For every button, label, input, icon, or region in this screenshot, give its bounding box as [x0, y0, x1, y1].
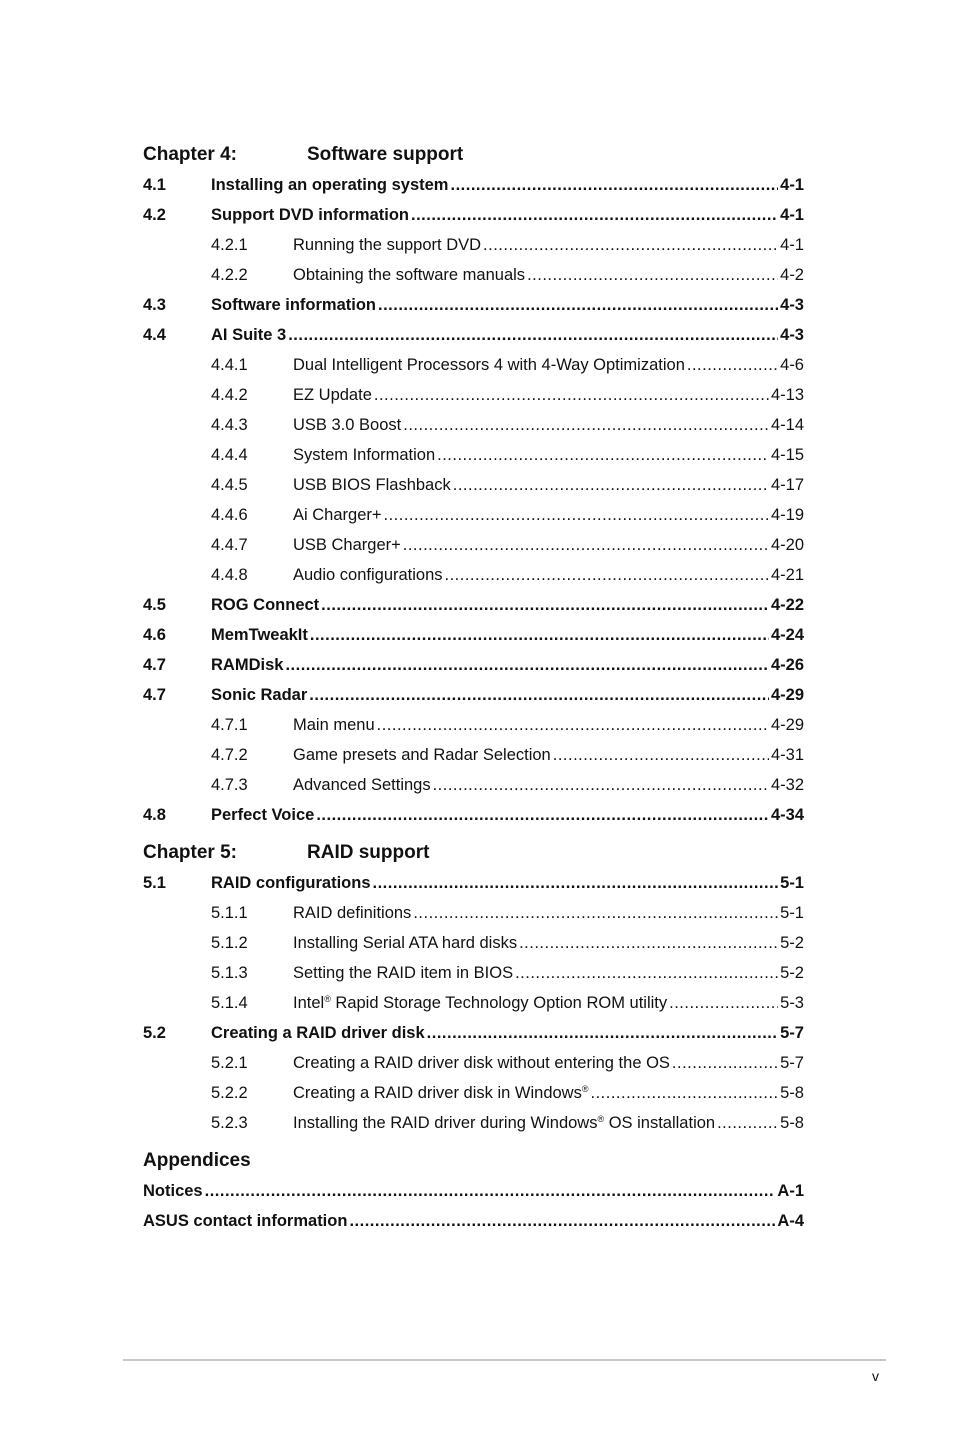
- toc-entry[interactable]: [143, 170, 804, 200]
- section-title: Game presets and Radar Selection: [293, 746, 551, 764]
- chapter-4-heading: [143, 140, 804, 170]
- section-title: Sonic Radar: [211, 686, 308, 704]
- section-title: MemTweakIt: [211, 626, 308, 644]
- page-ref: A-4: [777, 1212, 804, 1230]
- page-ref: 5-1: [780, 874, 804, 892]
- dot-leader: [310, 620, 769, 650]
- toc-subentry[interactable]: [143, 260, 804, 290]
- page-ref: 4-26: [770, 656, 804, 674]
- toc-entry[interactable]: [143, 1206, 804, 1236]
- section-title: Software information: [211, 296, 377, 314]
- toc-subentry[interactable]: [143, 710, 804, 740]
- footer-divider: [123, 1359, 886, 1361]
- dot-leader: [669, 988, 778, 1018]
- page-ref: 4-31: [770, 746, 804, 764]
- section-number: 4.4.1: [211, 356, 248, 374]
- page-ref: 5-2: [780, 964, 804, 982]
- page-ref: 4-19: [770, 506, 804, 524]
- toc-entry[interactable]: [143, 320, 804, 350]
- page-ref: 4-29: [770, 716, 804, 734]
- page-ref: 4-15: [770, 446, 804, 464]
- section-title: Intel® Rapid Storage Technology Option ROM utility: [293, 994, 668, 1012]
- section-title: Ai Charger+: [293, 506, 382, 524]
- page-ref: 5-1: [780, 904, 804, 922]
- page-ref: 5-2: [780, 934, 804, 952]
- page-ref: 4-6: [780, 356, 804, 374]
- section-number: 4.4.8: [211, 566, 248, 584]
- section-number: 4.7.1: [211, 716, 248, 734]
- toc-subentry[interactable]: [143, 1078, 804, 1108]
- section-title: Creating a RAID driver disk: [211, 1024, 425, 1042]
- toc-entry[interactable]: [143, 620, 804, 650]
- dot-leader: [672, 1048, 778, 1078]
- dot-leader: [349, 1206, 775, 1236]
- registered-mark: ®: [581, 1084, 589, 1094]
- dot-leader: [445, 560, 769, 590]
- page-ref: 4-1: [780, 206, 804, 224]
- section-number: 4.1: [143, 176, 166, 194]
- toc-entry[interactable]: [143, 590, 804, 620]
- toc-entry[interactable]: [143, 868, 804, 898]
- toc-entry[interactable]: [143, 290, 804, 320]
- section-title: Installing Serial ATA hard disks: [293, 934, 518, 952]
- section-number: 4.4.5: [211, 476, 248, 494]
- table-of-contents: [143, 140, 804, 1236]
- toc-subentry[interactable]: [143, 898, 804, 928]
- section-number: 4.8: [143, 806, 166, 824]
- dot-leader: [717, 1108, 778, 1138]
- section-number: 4.7: [143, 656, 166, 674]
- toc-entry[interactable]: [143, 1176, 804, 1206]
- registered-mark: ®: [597, 1114, 605, 1124]
- section-number: 4.2.2: [211, 266, 248, 284]
- section-title: EZ Update: [293, 386, 372, 404]
- dot-leader: [309, 680, 769, 710]
- chapter-5-heading: [143, 838, 804, 868]
- toc-subentry[interactable]: [143, 1108, 804, 1138]
- page-ref: 4-1: [780, 176, 804, 194]
- page-ref: 4-1: [780, 236, 804, 254]
- page-ref: 4-17: [770, 476, 804, 494]
- section-number: 5.2.1: [211, 1054, 248, 1072]
- page-ref: 4-32: [770, 776, 804, 794]
- page-ref: 4-34: [770, 806, 804, 824]
- dot-leader: [316, 800, 769, 830]
- section-title: RAMDisk: [211, 656, 284, 674]
- section-number: 4.4.2: [211, 386, 248, 404]
- chapter-number: Chapter 4:: [143, 144, 237, 165]
- page-ref: 5-7: [780, 1054, 804, 1072]
- toc-subentry[interactable]: [143, 1048, 804, 1078]
- toc-subentry[interactable]: [143, 560, 804, 590]
- toc-subentry[interactable]: [143, 530, 804, 560]
- section-title: Installing the RAID driver during Windows® OS installation: [293, 1114, 716, 1132]
- section-number: 4.3: [143, 296, 166, 314]
- dot-leader: [285, 650, 769, 680]
- dot-leader: [374, 380, 769, 410]
- dot-leader: [437, 440, 769, 470]
- dot-leader: [373, 868, 779, 898]
- section-title: System Information: [293, 446, 436, 464]
- page-ref: 5-8: [780, 1114, 804, 1132]
- toc-entry[interactable]: [143, 1018, 804, 1048]
- section-number: 4.2.1: [211, 236, 248, 254]
- section-title: Setting the RAID item in BIOS: [293, 964, 514, 982]
- dot-leader: [515, 958, 778, 988]
- toc-subentry[interactable]: [143, 380, 804, 410]
- dot-leader: [453, 470, 769, 500]
- section-number: 5.2.3: [211, 1114, 248, 1132]
- toc-subentry[interactable]: [143, 740, 804, 770]
- section-number: 5.1.1: [211, 904, 248, 922]
- section-title: AI Suite 3: [211, 326, 287, 344]
- page-ref: 4-3: [780, 326, 804, 344]
- chapter-number: Chapter 5:: [143, 842, 237, 863]
- page-ref: 5-3: [780, 994, 804, 1012]
- toc-subentry[interactable]: [143, 350, 804, 380]
- section-number: 5.2: [143, 1024, 166, 1042]
- section-title: Support DVD information: [211, 206, 409, 224]
- section-title: Perfect Voice: [211, 806, 315, 824]
- appendices-heading: Appendices: [143, 1150, 251, 1171]
- page-ref: 4-13: [770, 386, 804, 404]
- dot-leader: [553, 740, 769, 770]
- section-number: 4.4: [143, 326, 166, 344]
- dot-leader: [411, 200, 778, 230]
- page-ref: 4-24: [770, 626, 804, 644]
- dot-leader: [527, 260, 778, 290]
- page-ref: 4-29: [770, 686, 804, 704]
- registered-mark: ®: [324, 994, 331, 1004]
- page-ref: 4-2: [780, 266, 804, 284]
- section-number: 4.4.6: [211, 506, 248, 524]
- page-ref: 4-3: [780, 296, 804, 314]
- page-ref: 4-21: [770, 566, 804, 584]
- section-title: Main menu: [293, 716, 375, 734]
- section-title: Obtaining the software manuals: [293, 266, 526, 284]
- dot-leader: [450, 170, 778, 200]
- dot-leader: [403, 410, 769, 440]
- section-title: USB 3.0 Boost: [293, 416, 402, 434]
- toc-entry[interactable]: [143, 800, 804, 830]
- dot-leader: [483, 230, 778, 260]
- section-number: 4.5: [143, 596, 166, 614]
- section-title: Advanced Settings: [293, 776, 431, 794]
- dot-leader: [321, 590, 769, 620]
- section-number: 5.2.2: [211, 1084, 248, 1102]
- toc-entry[interactable]: [143, 650, 804, 680]
- page-ref: 4-20: [770, 536, 804, 554]
- toc-subentry[interactable]: [143, 770, 804, 800]
- chapter-title: Software support: [307, 144, 464, 165]
- dot-leader: [519, 928, 778, 958]
- toc-subentry[interactable]: [143, 410, 804, 440]
- section-number: 4.7.3: [211, 776, 248, 794]
- dot-leader: [591, 1078, 779, 1108]
- section-number: 4.4.7: [211, 536, 248, 554]
- section-title: Creating a RAID driver disk in Windows®: [293, 1084, 589, 1102]
- dot-leader: [687, 350, 778, 380]
- section-number: 5.1.3: [211, 964, 248, 982]
- page-ref: 4-14: [770, 416, 804, 434]
- toc-subentry[interactable]: [143, 500, 804, 530]
- toc-subentry[interactable]: [143, 958, 804, 988]
- toc-entry[interactable]: [143, 200, 804, 230]
- toc-subentry[interactable]: [143, 988, 804, 1018]
- toc-subentry[interactable]: [143, 470, 804, 500]
- section-number: 4.2: [143, 206, 166, 224]
- toc-entry[interactable]: [143, 680, 804, 710]
- toc-subentry[interactable]: [143, 928, 804, 958]
- section-number: 4.7.2: [211, 746, 248, 764]
- section-number: 4.4.4: [211, 446, 248, 464]
- section-title: Creating a RAID driver disk without entering the OS: [293, 1054, 670, 1072]
- section-number: 5.1.4: [211, 994, 248, 1012]
- section-title: Running the support DVD: [293, 236, 482, 254]
- dot-leader: [413, 898, 778, 928]
- section-title: Notices: [143, 1182, 203, 1200]
- section-title: Dual Intelligent Processors 4 with 4-Way Optimization: [293, 356, 685, 374]
- dot-leader: [288, 320, 778, 350]
- section-number: 4.6: [143, 626, 166, 644]
- section-title: USB Charger+: [293, 536, 401, 554]
- section-number: 5.1.2: [211, 934, 248, 952]
- section-number: 5.1: [143, 874, 166, 892]
- page-ref: 5-7: [780, 1024, 804, 1042]
- section-title: ASUS contact information: [143, 1212, 348, 1230]
- toc-subentry[interactable]: [143, 230, 804, 260]
- section-title: ROG Connect: [211, 596, 320, 614]
- dot-leader: [427, 1018, 778, 1048]
- dot-leader: [384, 500, 769, 530]
- section-title: RAID definitions: [293, 904, 412, 922]
- toc-subentry[interactable]: [143, 440, 804, 470]
- chapter-title: RAID support: [307, 842, 430, 863]
- section-number: 4.4.3: [211, 416, 248, 434]
- section-title: USB BIOS Flashback: [293, 476, 451, 494]
- page-ref: A-1: [777, 1182, 804, 1200]
- section-title: RAID configurations: [211, 874, 371, 892]
- dot-leader: [378, 290, 778, 320]
- dot-leader: [433, 770, 769, 800]
- dot-leader: [403, 530, 769, 560]
- page-number: v: [872, 1368, 879, 1384]
- section-title: Installing an operating system: [211, 176, 449, 194]
- page-ref: 5-8: [780, 1084, 804, 1102]
- page-ref: 4-22: [770, 596, 804, 614]
- section-number: 4.7: [143, 686, 166, 704]
- section-title: Audio configurations: [293, 566, 443, 584]
- dot-leader: [205, 1176, 776, 1206]
- dot-leader: [377, 710, 769, 740]
